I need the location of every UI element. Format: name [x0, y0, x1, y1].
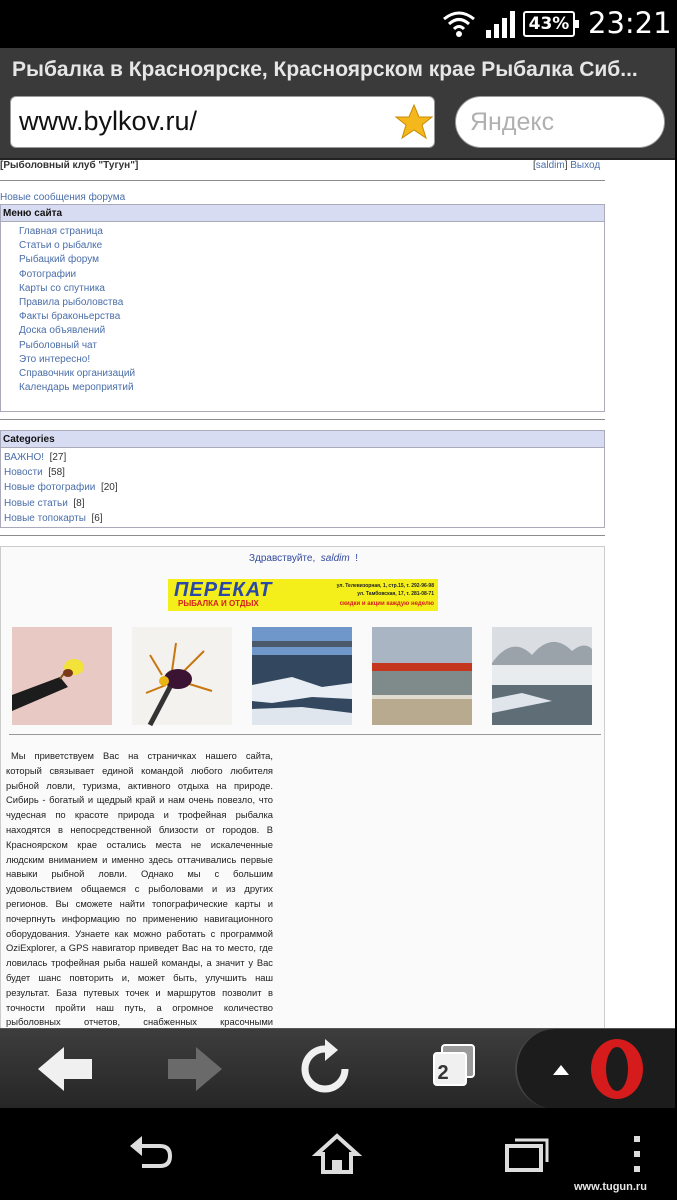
banner-address-1: ул. Телевизорная, 1, стр.15, т. 292-96-98	[336, 583, 434, 589]
category-item[interactable]	[4, 511, 604, 526]
menu-item-calendar[interactable]: Календарь мероприятий	[19, 382, 134, 394]
menu-heading: Меню сайта	[1, 205, 604, 222]
photo-winter-shore[interactable]	[492, 627, 592, 725]
watermark: www.tugun.ru	[574, 1181, 647, 1193]
menu-item-interesting[interactable]: Это интересно!	[19, 353, 91, 365]
category-name[interactable]: Новости	[4, 467, 43, 479]
opera-menu-button[interactable]	[515, 1029, 675, 1109]
address-bar[interactable]	[10, 96, 435, 148]
welcome-article: Мы приветствуем Вас на страничках нашего сайта, который связывает единой командой любого любителя рыбной ловли, туризма, активного отдыха на природе. Сибирь - богатый и щедрый край и нам очень повезло, что чудесная по красоте природа и трофейная рыбалка находятся в непосредственной близости от городов. В Красноярском крае остались места не искалеченные людским вниманием и именно здесь оттачивались первые навыки рыбной ловли. Однако мы с большим удовольствием общаемся с рыболовами и из других регионов. Вы сможете найти топографические карты и почерпнуть информацию по применению навигационного оборудования. Узнаете как можно работать с программой OziExplorer, а GPS навигатор приведет Вас на то место, где ловилась трофейная рыба нашей команды, а значит у Вас будет шанс повторить и, может быть, улучшить наш результат. База путевых точек и маршрутов позволит в точности пройти наш путь, а огромное количество рыболовных отчетов, снабженных красочными	[6, 750, 273, 1028]
wifi-icon	[442, 10, 476, 38]
menu-item-photos[interactable]: Фотографии	[19, 268, 77, 280]
categories-box	[0, 430, 605, 528]
photo-river-ice[interactable]	[252, 627, 352, 725]
url-text[interactable]: www.bylkov.ru/	[19, 106, 198, 136]
divider	[0, 419, 605, 420]
category-name[interactable]: Новые фотографии	[4, 482, 96, 494]
greeting-username[interactable]: saldim	[320, 553, 350, 564]
browser-header	[0, 48, 675, 160]
opera-logo-icon	[517, 1029, 677, 1109]
category-count: [58]	[48, 467, 65, 479]
category-item[interactable]	[4, 450, 604, 465]
category-name[interactable]: Новые статьи	[4, 497, 68, 509]
banner-addresses	[300, 582, 434, 598]
user-links	[533, 160, 600, 171]
perekat-ad-banner[interactable]	[168, 579, 438, 611]
page-title: Рыбалка в Красноярске, Красноярском крае Рыбалка Сиб...	[12, 58, 638, 81]
menu-item-articles[interactable]: Статьи о рыбалке	[19, 240, 103, 252]
bracket-close: ]	[564, 160, 568, 171]
banner-brand: ПЕРЕКАТ	[174, 579, 273, 601]
menu-item-home[interactable]: Главная страница	[19, 226, 103, 237]
status-bar	[0, 0, 675, 48]
menu-item-chat[interactable]: Рыболовный чат	[19, 339, 97, 351]
browser-toolbar	[0, 1028, 675, 1108]
overflow-menu-icon[interactable]	[628, 1132, 648, 1176]
home-icon[interactable]	[314, 1132, 360, 1176]
back-arrow-icon[interactable]	[30, 1037, 100, 1101]
menu-item-forum[interactable]: Рыбацкий форум	[19, 254, 99, 266]
banner-promo: скидки и акции каждую неделю	[339, 601, 434, 607]
category-item[interactable]	[4, 480, 604, 495]
divider	[0, 180, 605, 181]
category-count: [6]	[91, 512, 103, 524]
category-count: [20]	[100, 482, 118, 494]
category-item[interactable]	[4, 465, 604, 480]
banner-address-2: ул. Тамбовская, 17, т. 281-08-71	[357, 591, 434, 597]
clock: 23:21	[588, 6, 672, 40]
system-back-icon[interactable]	[128, 1132, 174, 1176]
category-list	[1, 448, 604, 526]
greeting-suffix: !	[355, 553, 359, 564]
greeting-prefix: Здравствуйте,	[248, 553, 316, 564]
search-box[interactable]	[455, 96, 665, 148]
logout-link[interactable]: Выход	[570, 160, 601, 171]
new-forum-posts-link[interactable]: Новые сообщения форума	[0, 192, 126, 203]
battery-indicator: 43%	[523, 11, 575, 37]
category-name[interactable]: ВАЖНО!	[4, 452, 45, 463]
reload-icon[interactable]	[290, 1037, 360, 1101]
category-item[interactable]	[4, 496, 604, 511]
menu-list	[1, 222, 604, 395]
menu-item-satellite-maps[interactable]: Карты со спутника	[19, 282, 105, 294]
star-icon[interactable]	[395, 103, 433, 141]
menu-item-board[interactable]: Доска объявлений	[19, 325, 106, 337]
category-count: [27]	[49, 452, 67, 463]
category-count: [8]	[73, 497, 85, 509]
site-menu-box	[0, 204, 605, 412]
username-link[interactable]: saldim	[535, 160, 565, 171]
forward-arrow-icon[interactable]	[160, 1037, 230, 1101]
category-name[interactable]: Новые топокарты	[4, 512, 86, 524]
menu-item-rules[interactable]: Правила рыболовства	[19, 296, 124, 308]
menu-item-poaching[interactable]: Факты браконьерства	[19, 311, 121, 323]
photo-fly-yellow[interactable]	[12, 627, 112, 725]
banner-tagline: РЫБАЛКА И ОТДЫХ	[178, 599, 259, 608]
bracket-open: [	[533, 160, 536, 171]
menu-item-directory[interactable]: Справочник организаций	[19, 367, 136, 379]
club-title: [Рыболовный клуб "Тугун"]	[0, 160, 139, 171]
greeting	[1, 553, 606, 564]
web-content	[0, 160, 675, 1028]
recent-apps-icon[interactable]	[503, 1132, 549, 1176]
divider	[9, 734, 601, 735]
search-input[interactable]	[470, 107, 650, 137]
categories-heading: Categories	[1, 431, 604, 448]
photo-boat[interactable]	[372, 627, 472, 725]
divider	[0, 535, 605, 536]
main-content-box	[0, 546, 605, 1066]
tab-count: 2	[437, 1062, 449, 1084]
signal-icon	[484, 10, 516, 38]
photo-fly-dark[interactable]	[132, 627, 232, 725]
